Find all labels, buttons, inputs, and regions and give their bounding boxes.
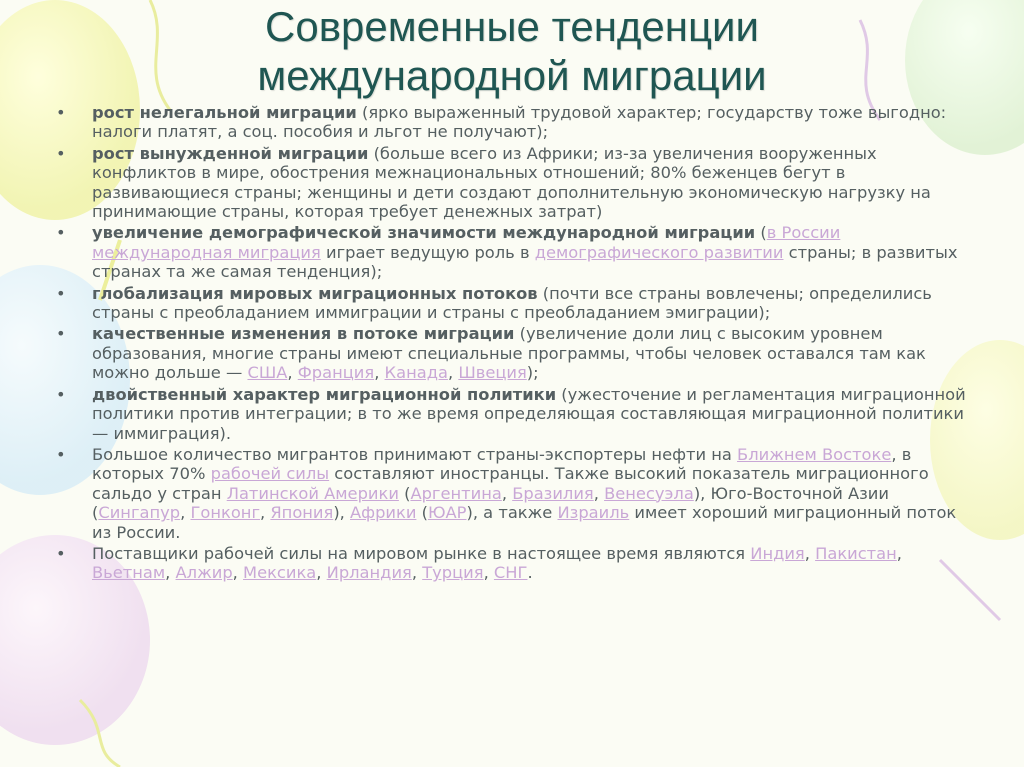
separator: ,: [411, 563, 423, 583]
item-heading: качественные изменения в потоке миграции: [92, 324, 515, 344]
item-text: (больше всего из Африки; из-за увеличения вооруженных конфликтов в мире, обострения межнациональных отношений; 80% беженцев бегут в развивающиеся страны; женщины и дети создают дополнительную экономическую нагрузку на принимающие страны, которая требует денежных затрат): [92, 143, 931, 222]
item-text: , в которых 70%: [92, 444, 912, 484]
link-sweden[interactable]: Швеция: [458, 363, 527, 383]
item-text: ), Юго-Восточной Азии (: [92, 483, 889, 523]
link-france[interactable]: Франция: [297, 363, 375, 383]
item-heading: двойственный характер миграционной политики: [92, 384, 557, 404]
item-text: (почти все страны вовлечены; определились страны с преобладанием иммиграции и страны с преобладанием эмиграции);: [92, 283, 932, 323]
bullet-icon: •: [56, 103, 66, 122]
item-text: (: [416, 503, 428, 523]
link-singapore[interactable]: Сингапур: [98, 503, 181, 523]
link-turkey[interactable]: Турция: [422, 563, 484, 583]
link-venezuela[interactable]: Венесуэла: [604, 483, 694, 503]
link-israel[interactable]: Израиль: [557, 503, 630, 523]
item-text: .: [527, 563, 533, 583]
separator: ,: [260, 503, 271, 523]
slide-title-line2: международной миграции: [257, 52, 767, 99]
item-text: (ярко выраженный трудовой характер; государству тоже выгодно: налоги платят, а соц. пособия и льгот не получают);: [92, 103, 947, 142]
link-cis[interactable]: СНГ: [493, 563, 528, 583]
separator: ,: [165, 563, 176, 583]
link-japan[interactable]: Япония: [270, 503, 334, 523]
list-item-globalization: [54, 284, 979, 323]
link-south-africa[interactable]: ЮАР: [427, 503, 467, 523]
link-ireland[interactable]: Ирландия: [326, 563, 412, 583]
item-text: (: [755, 223, 767, 243]
item-text: ),: [333, 503, 351, 523]
item-text: (ужесточение и регламентация миграционной политики против интеграции; в то же время определяющая составляющая миграционной политики — иммиграция).: [92, 384, 966, 443]
separator: ,: [593, 483, 605, 503]
separator: ,: [232, 563, 244, 583]
separator: ,: [804, 543, 816, 563]
link-usa[interactable]: США: [247, 363, 288, 383]
list-item-forced-migration: [54, 144, 979, 222]
separator: ,: [316, 563, 327, 583]
link-middle-east[interactable]: Ближнем Востоке: [737, 444, 892, 464]
separator: ,: [287, 363, 298, 383]
separator: ,: [447, 363, 459, 383]
bullet-icon: •: [56, 543, 66, 563]
item-text: );: [526, 363, 539, 383]
link-hong-kong[interactable]: Гонконг: [190, 503, 260, 523]
item-text: Поставщики рабочей силы на мировом рынке в настоящее время являются: [92, 543, 751, 563]
bullet-icon: •: [56, 283, 66, 303]
item-text: страны; в развитых странах та же самая тенденция);: [92, 242, 958, 282]
item-heading: увеличение демографической значимости международной миграции: [92, 223, 756, 243]
link-canada[interactable]: Канада: [384, 363, 448, 383]
separator: ,: [483, 563, 494, 583]
list-item-oil-exporters: [54, 445, 979, 542]
bullet-icon: •: [56, 444, 66, 464]
separator: ,: [180, 503, 191, 523]
link-argentina[interactable]: Аргентина: [410, 483, 502, 503]
link-vietnam[interactable]: Вьетнам: [92, 563, 166, 583]
list-item-demographic-significance: [54, 223, 979, 281]
link-brazil[interactable]: Бразилия: [512, 483, 594, 503]
link-mexico[interactable]: Мексика: [243, 563, 317, 583]
link-demographic-development[interactable]: демографического развитии: [534, 242, 784, 262]
trend-list: [54, 103, 979, 585]
item-text: (: [398, 483, 411, 503]
item-text: играет ведущую роль в: [320, 242, 535, 262]
link-latin-america[interactable]: Латинской Америки: [226, 483, 399, 503]
bullet-icon: •: [56, 223, 66, 243]
link-russia-migration[interactable]: в России международная миграция: [92, 223, 841, 262]
link-india[interactable]: Индия: [750, 543, 805, 563]
link-labor-force[interactable]: рабочей силы: [210, 464, 330, 484]
slide-title: [0, 2, 1024, 100]
item-text: составляют иностранцы. Также высокий показатель миграционного сальдо у стран: [92, 464, 929, 503]
item-text: Большое количество мигрантов принимают страны-экспортеры нефти на: [92, 444, 738, 464]
bullet-icon: •: [56, 143, 66, 163]
item-text: (увеличение доли лиц с высоким уровнем образования, многие страны имеют специальные программы, чтобы человек оставался там как можно дольше —: [92, 324, 926, 383]
item-text: имеет хороший миграционный поток из России.: [92, 503, 957, 542]
link-pakistan[interactable]: Пакистан: [815, 543, 897, 563]
item-text: ), а также: [466, 503, 558, 523]
item-heading: рост нелегальной миграции: [92, 103, 357, 122]
separator: ,: [501, 483, 513, 503]
list-item-labor-suppliers: [54, 544, 979, 583]
list-item-qualitative-changes: [54, 324, 979, 382]
list-item-dual-policy: [54, 385, 979, 443]
item-heading: рост вынужденной миграции: [92, 143, 369, 163]
link-africa[interactable]: Африки: [350, 503, 417, 523]
bullet-icon: •: [56, 324, 66, 344]
separator: ,: [374, 363, 385, 383]
separator: ,: [896, 543, 902, 563]
link-algeria[interactable]: Алжир: [175, 563, 233, 583]
slide-title-line1: Современные тенденции: [265, 3, 759, 50]
list-item-illegal-migration: [54, 103, 979, 142]
item-heading: глобализация мировых миграционных потоков: [92, 283, 538, 303]
bullet-icon: •: [56, 384, 66, 404]
